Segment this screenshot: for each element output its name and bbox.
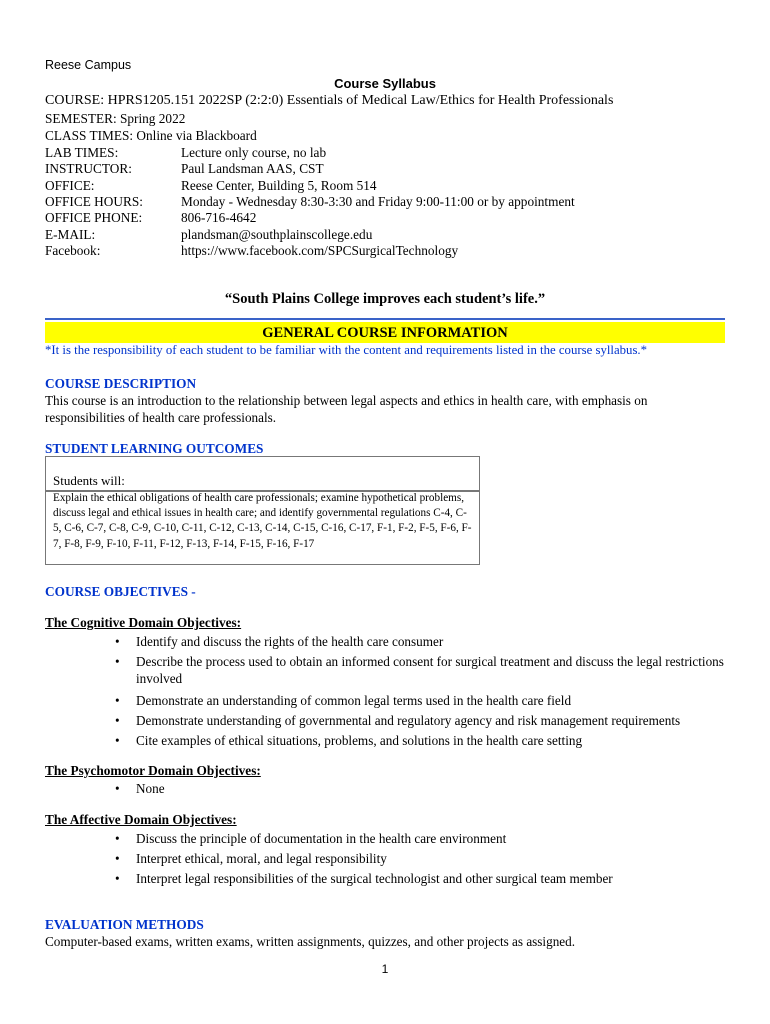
list-item: • None: [115, 781, 165, 796]
psychomotor-heading: The Psychomotor Domain Objectives:: [45, 763, 261, 778]
semester-line: SEMESTER: Spring 2022: [45, 111, 186, 126]
list-item: • Interpret legal responsibilities of the surgical technologist and other surgical team member: [115, 871, 613, 886]
evaluation-heading: EVALUATION METHODS: [45, 917, 204, 932]
bullet-icon: •: [115, 831, 120, 846]
course-objectives-heading: COURSE OBJECTIVES -: [45, 584, 196, 599]
responsibility-note: *It is the responsibility of each student to be familiar with the content and requirements listed in the course syllabus.*: [45, 343, 648, 357]
info-row-office-phone: [45, 210, 256, 226]
info-row-facebook: [45, 243, 458, 259]
list-item: • Identify and discuss the rights of the health care consumer: [115, 634, 444, 649]
bullet-icon: •: [115, 851, 120, 866]
info-label: OFFICE PHONE:: [45, 210, 143, 225]
list-item: • Discuss the principle of documentation in the health care environment: [115, 831, 507, 846]
general-info-heading: GENERAL COURSE INFORMATION: [45, 322, 725, 343]
bullet-icon: •: [115, 871, 120, 886]
email-link[interactable]: plandsman@southplainscollege.edu: [181, 227, 373, 242]
course-description-heading: COURSE DESCRIPTION: [45, 376, 197, 391]
campus-name: Reese Campus: [45, 58, 132, 72]
affective-heading: The Affective Domain Objectives:: [45, 812, 237, 827]
list-item: • Describe the process used to obtain an informed consent for surgical treatment and discuss the legal restrictions involved: [115, 654, 724, 686]
bullet-icon: •: [115, 733, 120, 748]
bullet-icon: •: [115, 781, 120, 796]
info-label: E-MAIL:: [45, 227, 96, 242]
info-label: LAB TIMES:: [45, 145, 119, 160]
facebook-link[interactable]: https://www.facebook.com/SPCSurgicalTechnology: [181, 243, 459, 258]
info-row-email: [45, 227, 372, 243]
list-item: • Cite examples of ethical situations, problems, and solutions in the health care setting: [115, 733, 583, 748]
list-item: • Demonstrate understanding of governmental and regulatory agency and risk management requirements: [115, 713, 681, 728]
info-row-office: [45, 178, 377, 194]
info-value: 806-716-4642: [181, 210, 257, 225]
info-row-lab-times: [45, 145, 326, 161]
info-value: Lecture only course, no lab: [181, 145, 327, 160]
course-line: COURSE: HPRS1205.151 2022SP (2:2:0) Essentials of Medical Law/Ethics for Health Professionals: [45, 93, 614, 108]
cognitive-heading: The Cognitive Domain Objectives:: [45, 615, 242, 630]
course-description-text: This course is an introduction to the relationship between legal aspects and ethics in health care, with emphasis on responsibilities of health care professionals.: [45, 393, 648, 425]
info-label: INSTRUCTOR:: [45, 161, 132, 176]
outcomes-box-head: Students will:: [53, 473, 125, 488]
bullet-icon: •: [115, 634, 120, 649]
bullet-icon: •: [115, 654, 120, 669]
info-value: Paul Landsman AAS, CST: [181, 161, 324, 176]
divider-rule: [45, 318, 725, 320]
info-row-office-hours: [45, 194, 575, 210]
list-item: • Interpret ethical, moral, and legal responsibility: [115, 851, 387, 866]
info-label: OFFICE HOURS:: [45, 194, 143, 209]
page-number: 1: [381, 962, 389, 976]
info-value: Reese Center, Building 5, Room 514: [181, 178, 377, 193]
bullet-icon: •: [115, 693, 120, 708]
document-title: Course Syllabus: [334, 76, 436, 91]
college-motto: “South Plains College improves each student’s life.”: [224, 291, 546, 307]
outcomes-box-text: Explain the ethical obligations of health care professionals; examine hypothetical problems, discuss legal and ethical issues in health care; and identify governmental regulations C-4, C-5, C-6, C-7, C-8, C-9, C-10, C-11, C-12, C-13, C-14, C-15, C-16, C-17, F-1, F-2, F-5, F-6, F-7, F-8, F-9, F-10, F-11, F-12, F-13, F-14, F-15, F-16, F-17: [53, 492, 472, 550]
evaluation-text: Computer-based exams, written exams, written assignments, quizzes, and other projects as assigned.: [45, 934, 576, 949]
learning-outcomes-heading: STUDENT LEARNING OUTCOMES: [45, 441, 264, 456]
info-value: Monday - Wednesday 8:30-3:30 and Friday 9:00-11:00 or by appointment: [181, 194, 575, 209]
learning-outcomes-box: [45, 456, 480, 565]
list-item: • Demonstrate an understanding of common legal terms used in the health care field: [115, 693, 572, 708]
info-label: OFFICE:: [45, 178, 95, 193]
info-row-instructor: [45, 161, 324, 177]
info-label: Facebook:: [45, 243, 101, 258]
bullet-icon: •: [115, 713, 120, 728]
class-times-line: CLASS TIMES: Online via Blackboard: [45, 128, 257, 143]
